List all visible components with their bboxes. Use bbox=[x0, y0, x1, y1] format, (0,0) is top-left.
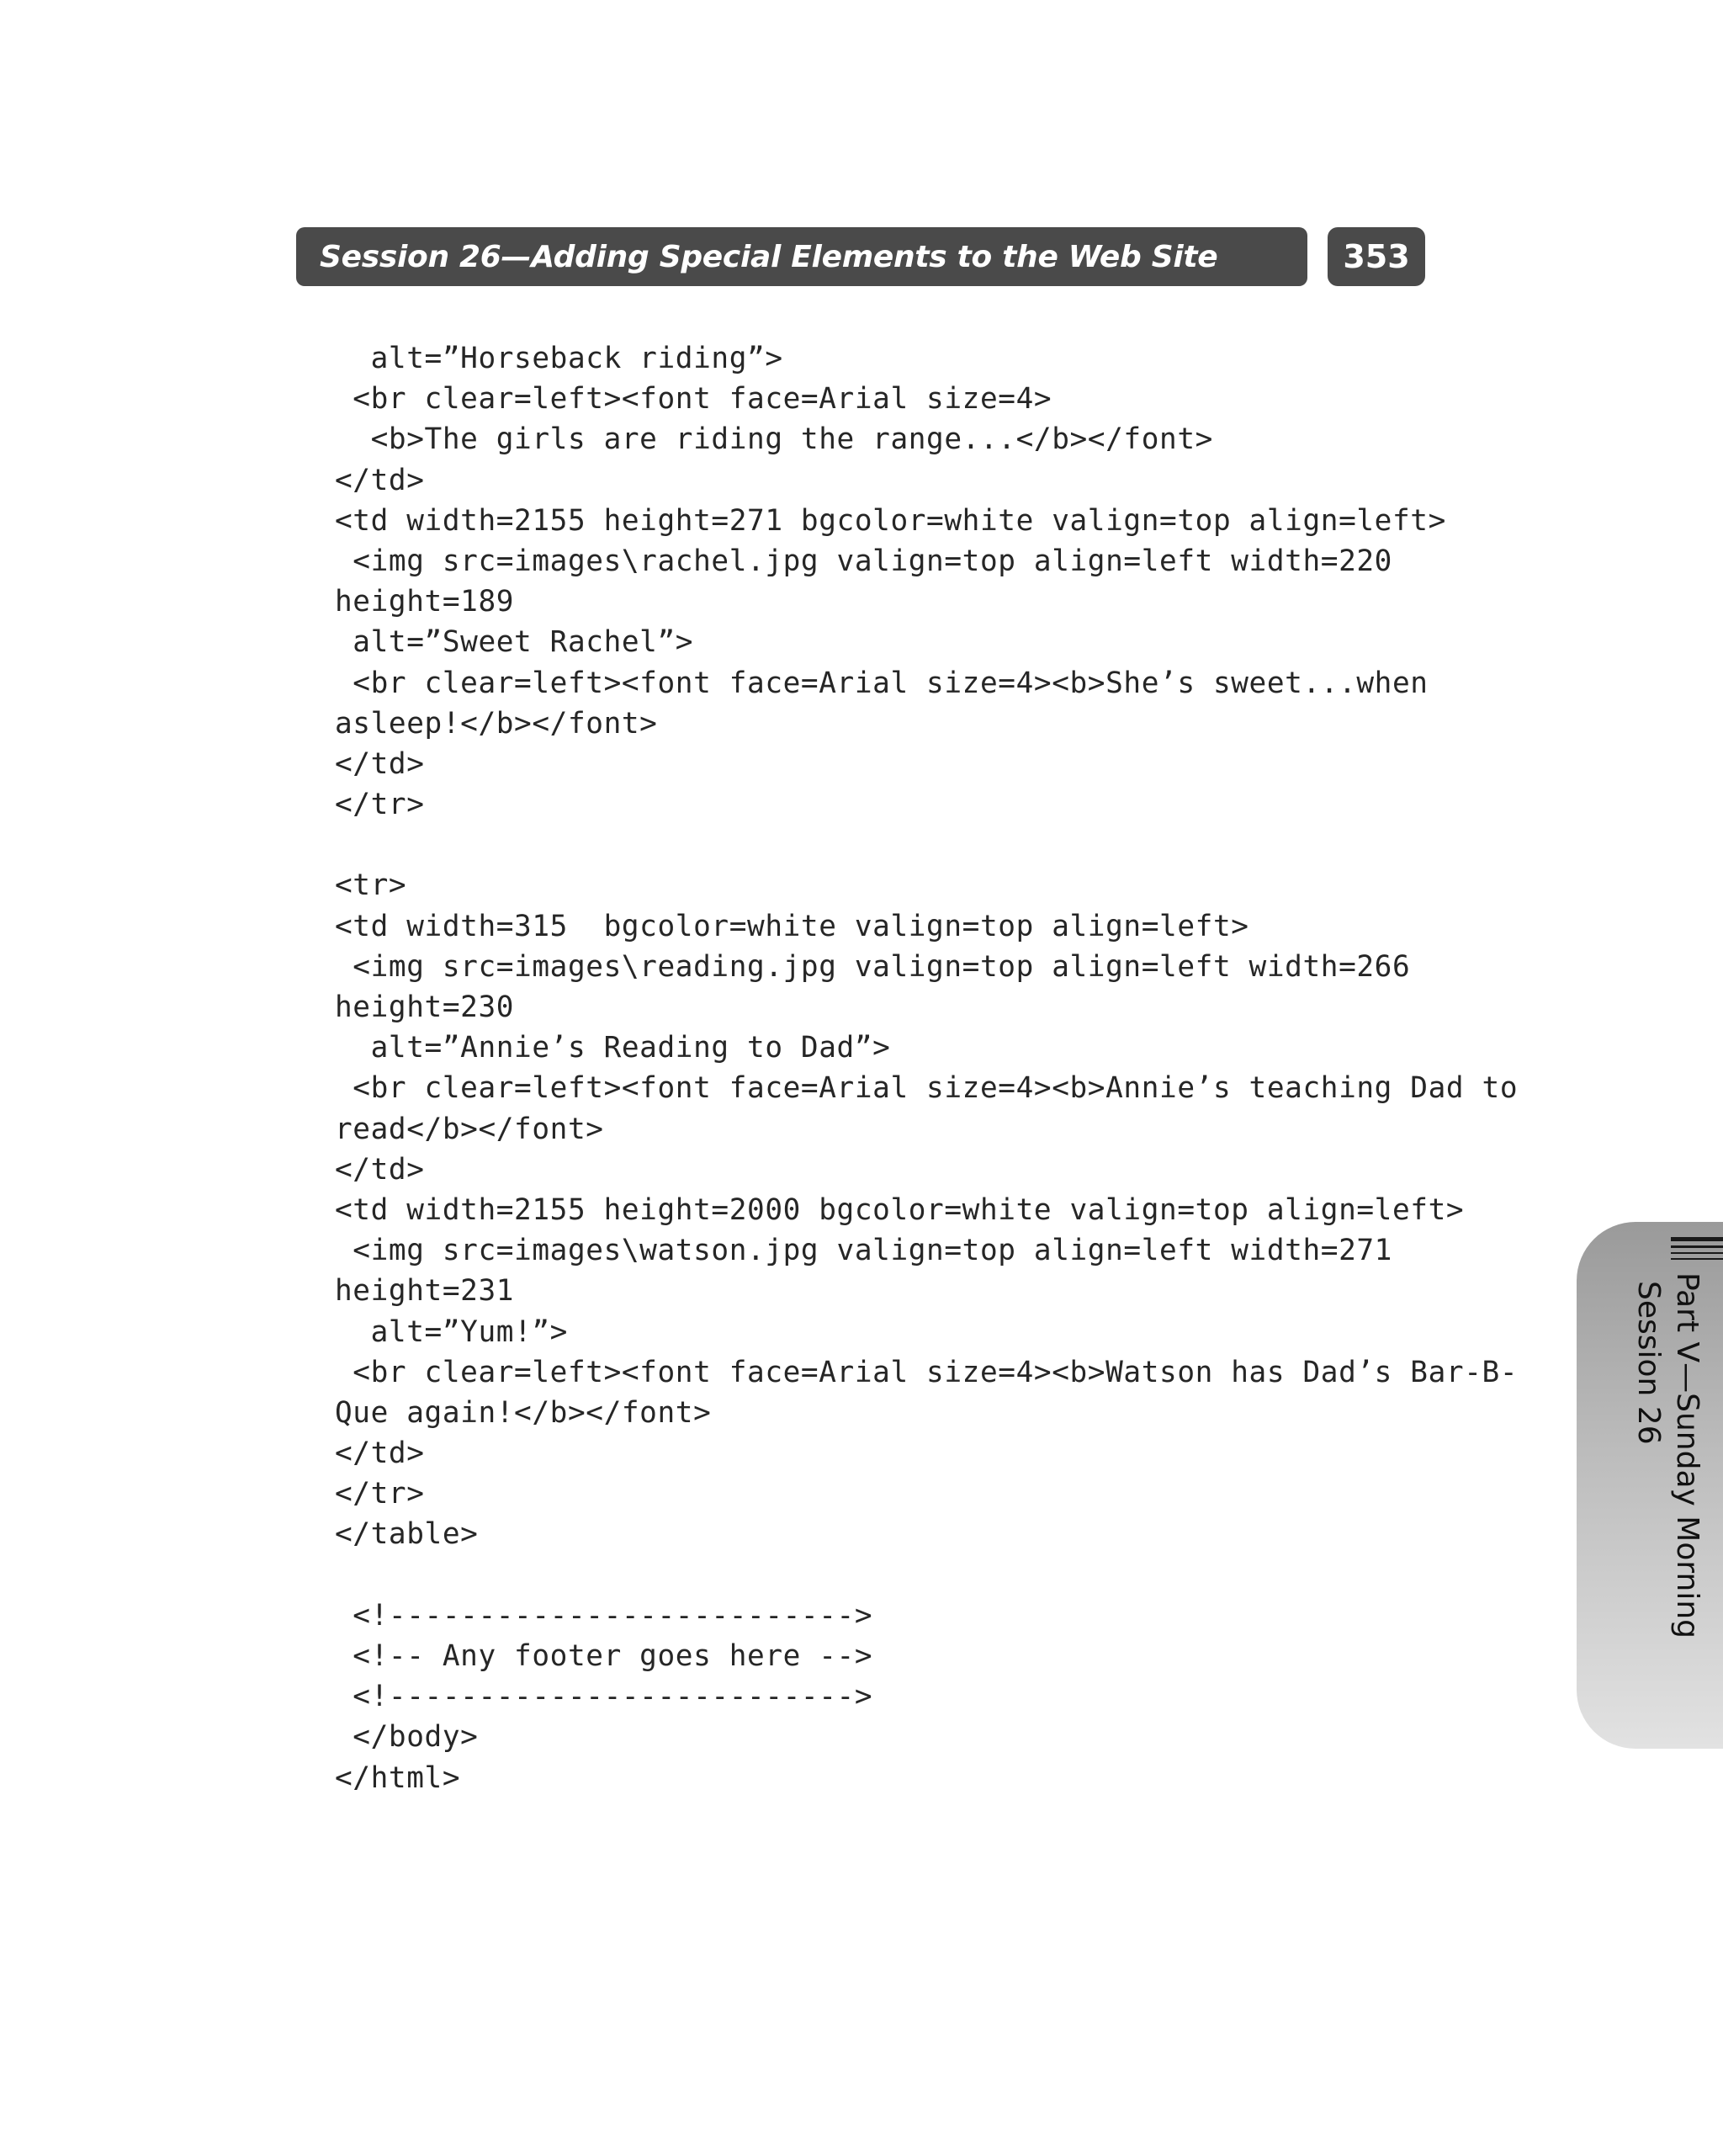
side-tab-text bbox=[1578, 1262, 1721, 1734]
code-line: asleep!</b></font> bbox=[335, 706, 658, 741]
code-line: <!--------------------------> bbox=[335, 1680, 873, 1714]
code-line: Que again!</b></font> bbox=[335, 1395, 712, 1430]
code-line: <br clear=left><font face=Arial size=4><b>Watson has Dad’s Bar-B- bbox=[335, 1355, 1519, 1389]
code-line: read</b></font> bbox=[335, 1112, 604, 1146]
code-line: </td> bbox=[335, 1152, 425, 1187]
side-tab-part-label: Part V—Sunday Morning bbox=[1670, 1272, 1704, 1639]
code-line: <td width=315 bgcolor=white valign=top align=left> bbox=[335, 909, 1249, 943]
code-line: <!-- Any footer goes here --> bbox=[335, 1639, 873, 1673]
code-line bbox=[335, 825, 1518, 865]
code-line: <!--------------------------> bbox=[335, 1598, 873, 1633]
code-line: <img src=images\reading.jpg valign=top align=left width=266 bbox=[335, 949, 1411, 984]
code-line: </tr> bbox=[335, 788, 425, 822]
session-title: Session 26—Adding Special Elements to the Web Site bbox=[320, 239, 1218, 274]
section-side-tab bbox=[1577, 1222, 1723, 1749]
code-line: <b>The girls are riding the range...</b></font> bbox=[335, 422, 1213, 457]
code-line: <br clear=left><font face=Arial size=4><b>Annie’s teaching Dad to bbox=[335, 1071, 1519, 1106]
code-line: </td> bbox=[335, 463, 425, 497]
code-line: <img src=images\rachel.jpg valign=top align=left width=220 bbox=[335, 544, 1392, 578]
code-line: </table> bbox=[335, 1517, 479, 1552]
code-line: </td> bbox=[335, 1436, 425, 1471]
code-line: <tr> bbox=[335, 868, 407, 903]
code-line: </html> bbox=[335, 1760, 461, 1795]
code-line: alt=”Horseback riding”> bbox=[335, 342, 783, 375]
code-line: <img src=images\watson.jpg valign=top align=left width=271 bbox=[335, 1234, 1392, 1268]
side-tab-session-label: Session 26 bbox=[1631, 1281, 1666, 1445]
code-line: height=231 bbox=[335, 1274, 515, 1309]
code-line: </td> bbox=[335, 746, 425, 781]
code-line: <td width=2155 height=2000 bgcolor=white valign=top align=left> bbox=[335, 1192, 1465, 1227]
page-number: 353 bbox=[1343, 238, 1410, 275]
code-line: </body> bbox=[335, 1720, 479, 1755]
page-number-box bbox=[1328, 227, 1425, 286]
code-line: height=230 bbox=[335, 990, 515, 1024]
code-line bbox=[335, 1555, 1518, 1596]
code-line: <td width=2155 height=271 bgcolor=white valign=top align=left> bbox=[335, 503, 1446, 538]
code-line: </tr> bbox=[335, 1477, 425, 1511]
code-line: height=189 bbox=[335, 585, 515, 619]
session-header-bar bbox=[296, 227, 1307, 286]
code-listing bbox=[335, 338, 1518, 1798]
code-line: <br clear=left><font face=Arial size=4><b>She’s sweet...when bbox=[335, 666, 1429, 700]
code-line: alt=”Annie’s Reading to Dad”> bbox=[335, 1031, 891, 1065]
code-line: alt=”Yum!”> bbox=[335, 1314, 568, 1349]
code-line: alt=”Sweet Rachel”> bbox=[335, 625, 694, 660]
code-line: <br clear=left><font face=Arial size=4> bbox=[335, 382, 1052, 417]
